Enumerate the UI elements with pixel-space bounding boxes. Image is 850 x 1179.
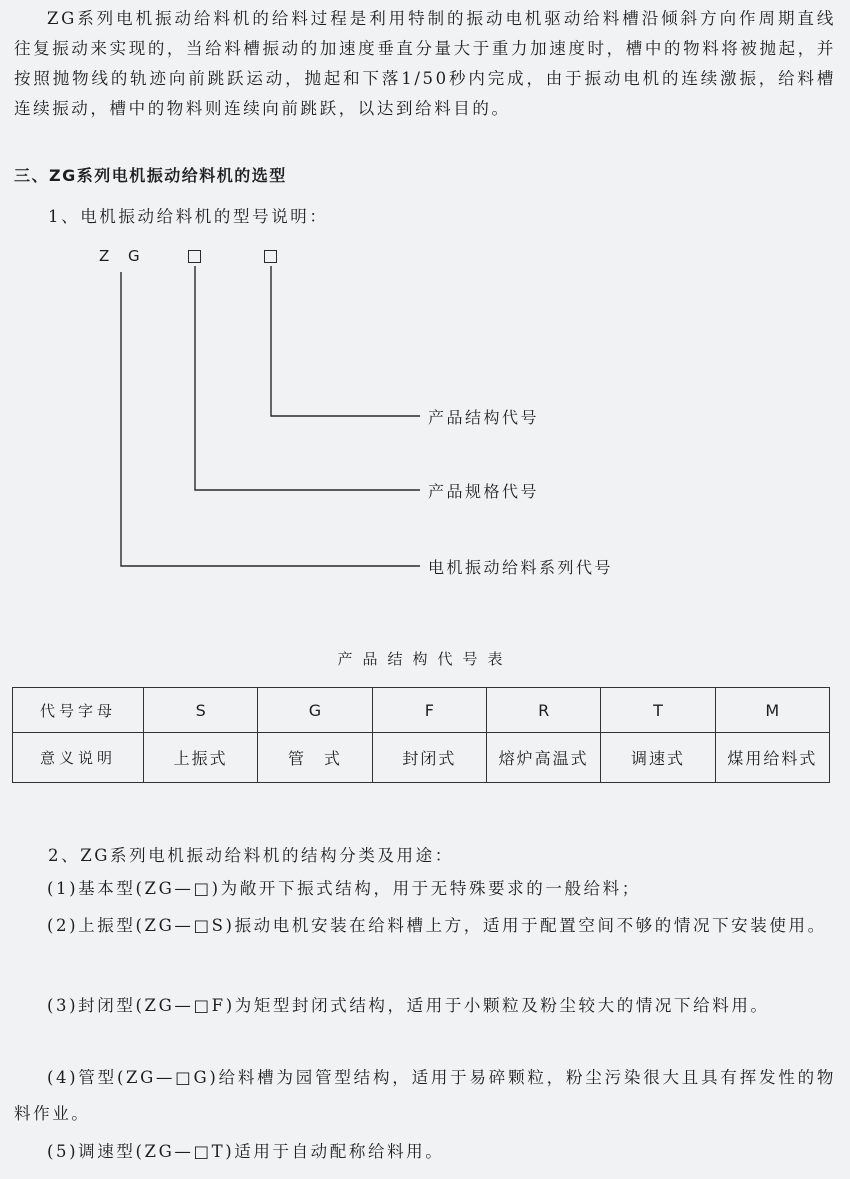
table-row (13, 688, 830, 733)
table-cell: T (601, 688, 715, 733)
table-header-cell: 意义说明 (13, 733, 144, 783)
table-cell: 上振式 (144, 733, 258, 783)
table-cell: 管 式 (258, 733, 372, 783)
series-code-label: 电机振动给料系列代号 (428, 558, 614, 577)
table-cell: 煤用给料式 (715, 733, 829, 783)
table-cell: S (144, 688, 258, 733)
structure-code-label: 产品结构代号 (428, 408, 540, 427)
table-cell: 调速式 (601, 733, 715, 783)
usage-item-5: (5)调速型(ZG—□T)适用于自动配称给料用。 (47, 1142, 445, 1161)
spec-code-label: 产品规格代号 (428, 482, 540, 501)
intro-paragraph: ZG系列电机振动给料机的给料过程是利用特制的振动电机驱动给料槽沿倾斜方向作周期直线往复振动来实现的，当给料槽振动的加速度垂直分量大于重力加速度时，槽中的物料将被抛起，并按照抛物线的轨迹向前跳跃运动，抛起和下落1/50秒内完成，由于振动电机的连续激振，给料槽连续振动，槽中的物料则连续向前跳跃，以达到给料目的。 (14, 9, 836, 118)
model-code-letter-z: Z (99, 247, 110, 265)
model-code-letter-g: G (128, 247, 140, 265)
structure-leader-line (271, 266, 420, 416)
table-header-cell: 代号字母 (13, 688, 144, 733)
spec-leader-line (195, 266, 420, 490)
model-explanation-heading: 1、电机振动给料机的型号说明： (48, 207, 329, 226)
usage-item-3: (3)封闭型(ZG—□F)为矩型封闭式结构，适用于小颗粒及粉尘较大的情况下给料用。 (47, 996, 770, 1015)
table-cell: G (258, 688, 372, 733)
usage-item-1: (1)基本型(ZG—□)为敞开下振式结构，用于无特殊要求的一般给料； (47, 879, 641, 898)
table-cell: F (372, 688, 486, 733)
usage-item-4: (4)管型(ZG—□G)给料槽为园管型结构，适用于易碎颗粒，粉尘污染很大且具有挥发性的物料作业。 (14, 1068, 836, 1123)
section-heading: 三、ZG系列电机振动给料机的选型 (14, 166, 287, 185)
table-cell: 熔炉高温式 (486, 733, 600, 783)
usage-heading: 2、ZG系列电机振动给料机的结构分类及用途： (48, 846, 454, 865)
table-row (13, 733, 830, 783)
table-cell: 封闭式 (372, 733, 486, 783)
structure-code-table (12, 687, 830, 783)
usage-item-2: (2)上振型(ZG—□S)振动电机安装在给料槽上方，适用于配置空间不够的情况下安装使用。 (47, 916, 827, 935)
table-cell: R (486, 688, 600, 733)
table-caption: 产品结构代号表 (337, 650, 513, 668)
table-cell: M (715, 688, 829, 733)
